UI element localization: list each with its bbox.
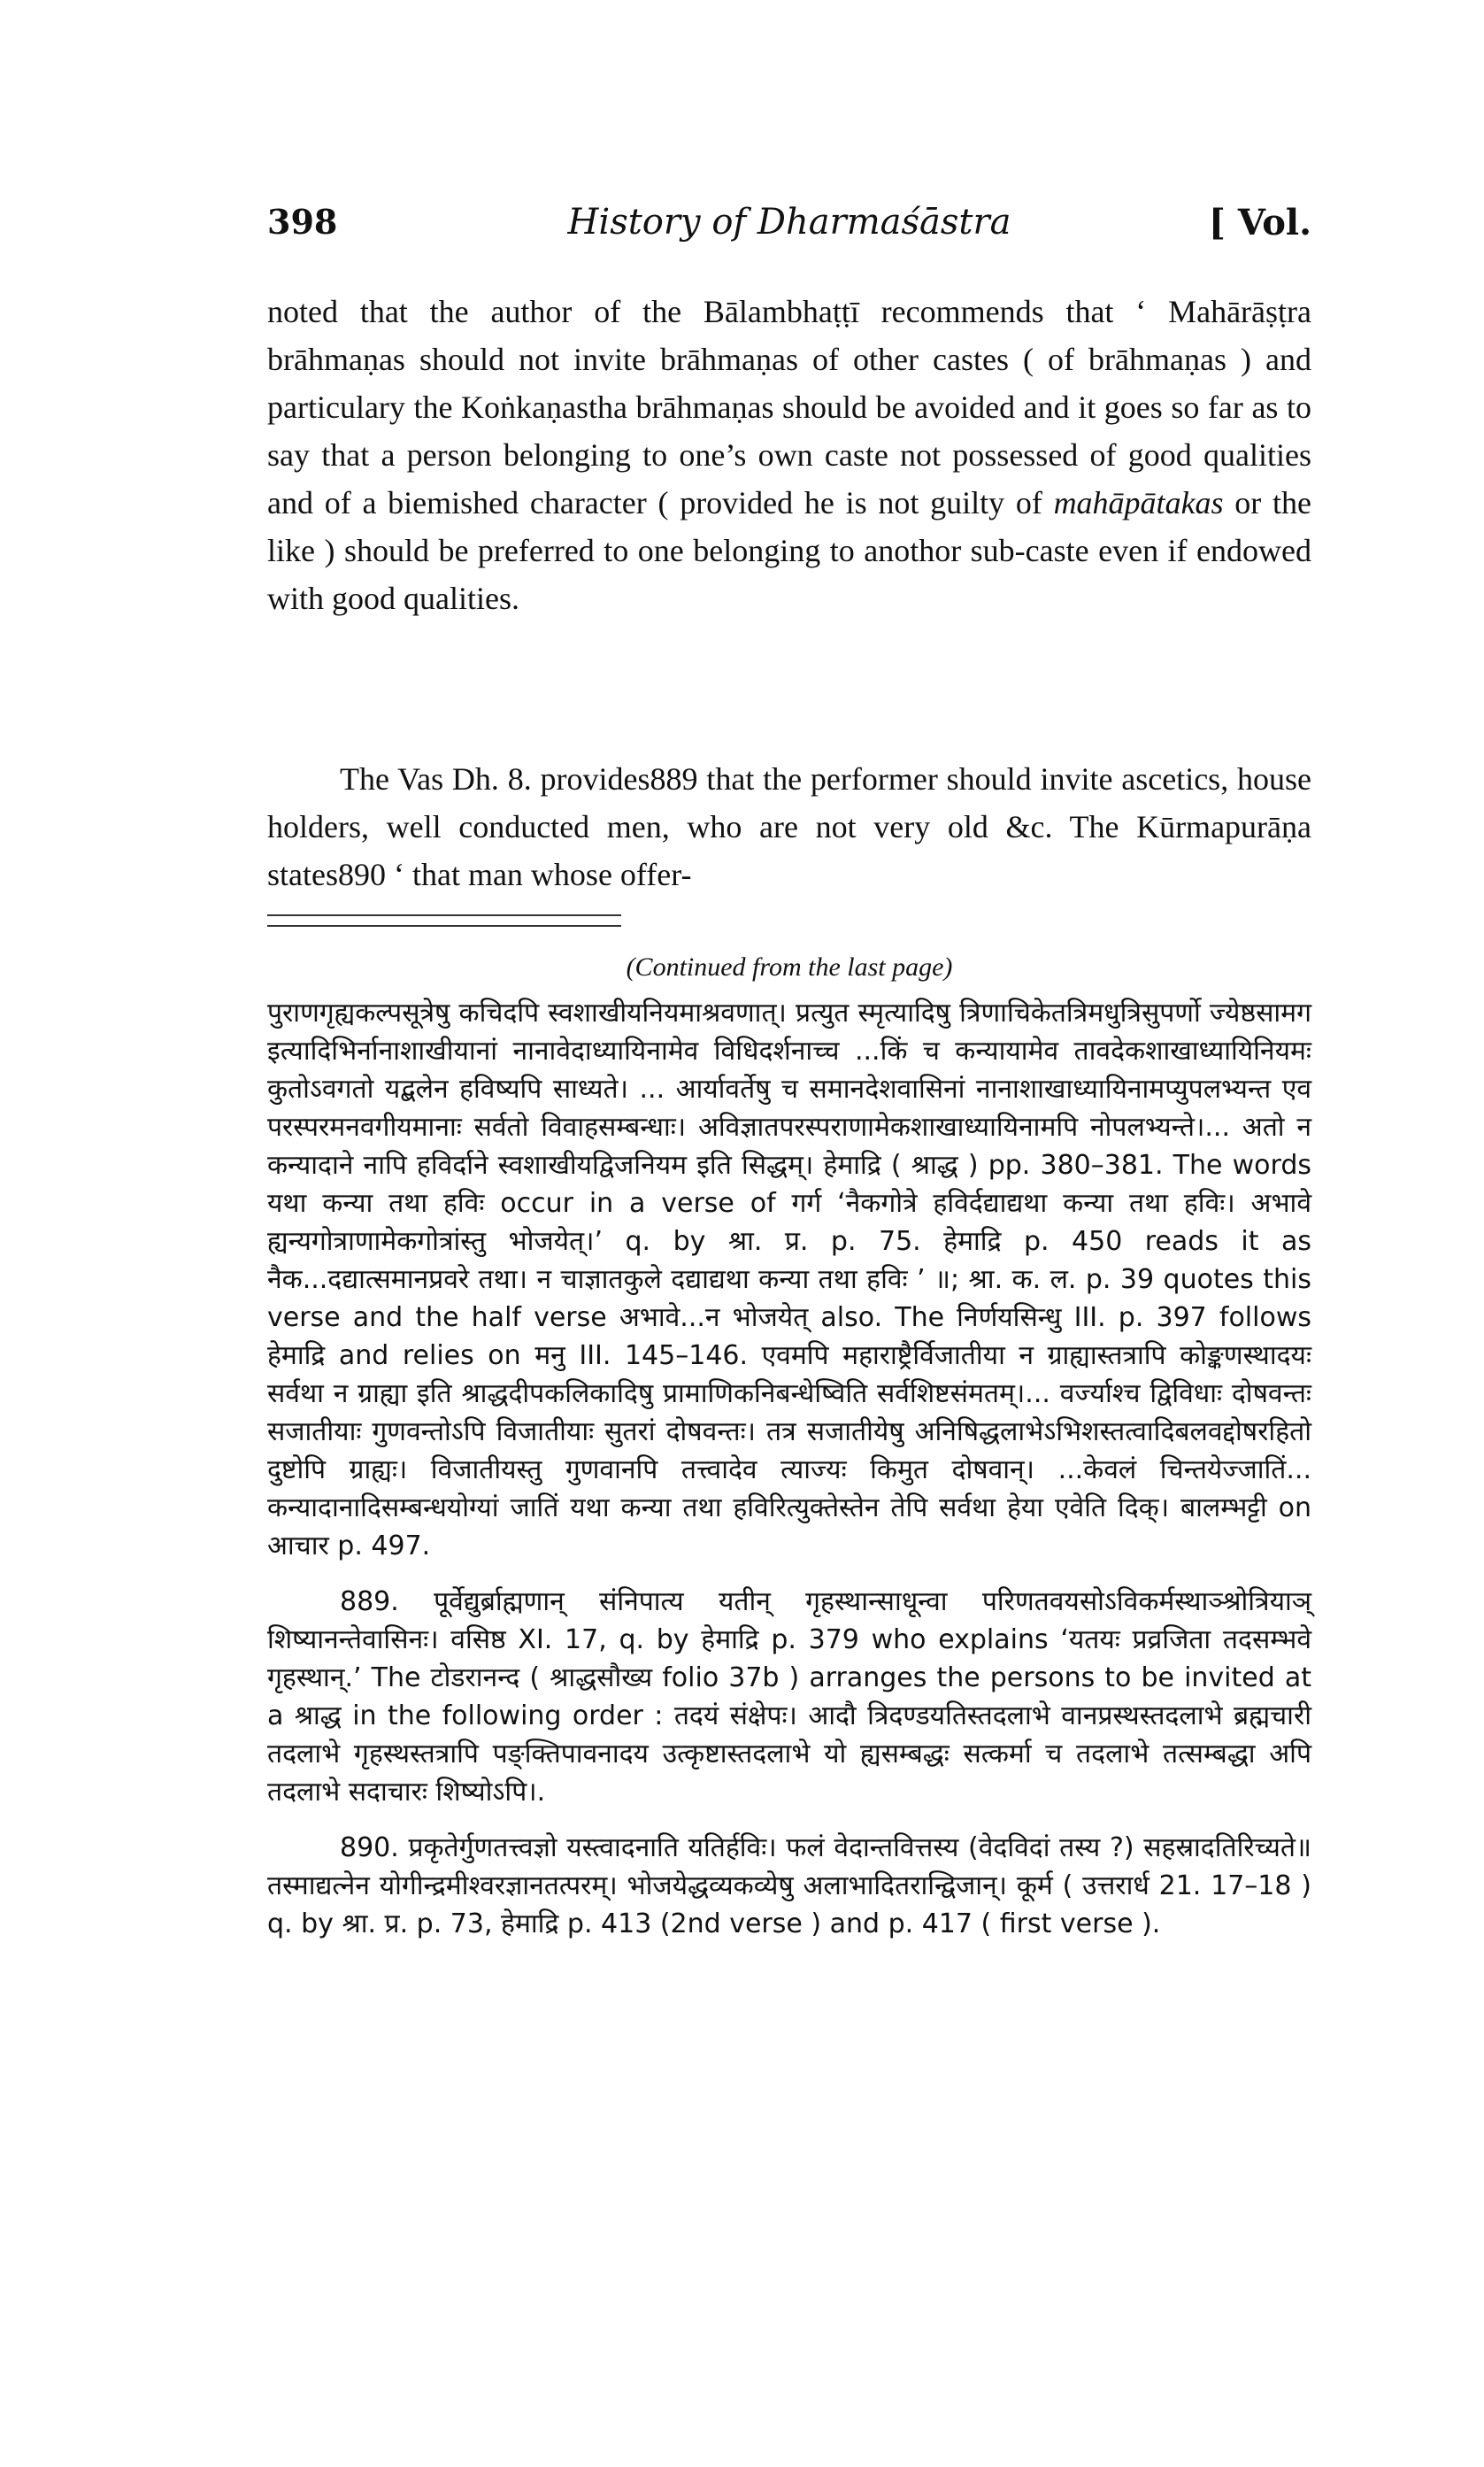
running-header [267,202,1311,255]
body-paragraph-1 [267,288,1311,622]
page-number: 398 [267,202,338,242]
p1-italic-term: mahāpātakas [1053,485,1224,520]
body-paragraph-2: The Vas Dh. 8. provides889 that the performer should invite ascetics, house holders, well conducted men, who are not very old &c. The Kūrmapurāṇa states890 ‘ that man whose offer- [267,761,1311,892]
footnote-separator [267,914,621,927]
running-title: History of Dharmaśāstra [567,202,1011,243]
footnote-889: 889. पूर्वेद्युर्ब्राह्मणान् संनिपात्य यतीन् गृहस्थान्साधून्वा परिणतवयसोऽविकर्मस्थाञ्श्रोत्रियाञ् शिष्यानन्तेवासिनः। वसिष्ठ XI. 17, q. by हेमाद्रि p. 379 who explains ‘यतयः प्रव्रजिता तदसम्भवे गृहस्थान्.’ The टोडरानन्द ( श्राद्धसौख्य folio 37b ) arranges the persons to be invited at a श्राद्ध in the following order : तदयं संक्षेपः। आदौ त्रिदण्डयतिस्तदलाभे वानप्रस्थस्तदलाभे ब्रह्मचारी तदलाभे गृहस्थस्तत्रापि पङ्क्तिपावनादय उत्कृष्टास्तदलाभे यो ह्यसम्बद्धः सत्कर्मा च तदलाभे तत्सम्बद्धा अपि तदलाभे सदाचारः शिष्योऽपि।. [267,1586,1311,1808]
p1-text-a: noted that the author of the Bālambhaṭṭī recommends that ‘ Mahārāṣṭra brāhmaṇas should not invite brāhmaṇas of other castes ( of brāhmaṇas ) and particulary the Koṅkaṇastha brāhmaṇas should be avoided and it goes so far as to say that a person belonging to one’s own caste not possessed of good qualities and of a biemished character ( provided he is not guilty of [267,294,1311,520]
footnotes [267,994,1311,1943]
footnote-continued-text: पुराणगृह्यकल्पसूत्रेषु कचिदपि स्वशाखीयनियमाश्रवणात्। प्रत्युत स्मृत्यादिषु त्रिणाचिकेतत्रिमधुत्रिसुपर्णो ज्येष्ठसामग इत्यादिभिर्नानाशाखीयानां नानावेदाध्यायिनामेव विधिदर्शनाच्च ...किं च कन्यायामेव तावदेकशाखाध्यायिनियमः कुतोऽवगतो यद्बलेन हविष्यपि साध्यते। ... आर्यावर्तेषु च समानदेशवासिनां नानाशाखाध्यायिनामप्युपलभ्यन्त एव परस्परमनवगीयमानाः सर्वतो विवाहसम्बन्धाः। अविज्ञातपरस्पराणामेकशाखाध्यायिनामपि नोपलभ्यन्ते।... अतो न कन्यादाने नापि हविर्दाने स्वशाखीयद्विजनियम इति सिद्धम्। हेमाद्रि ( श्राद्ध ) pp. 380–381. The words यथा कन्या तथा हविः occur in a verse of गर्ग ‘नैकगोत्रे हविर्दद्याद्यथा कन्या तथा हविः। अभावे ह्यन्यगोत्राणामेकगोत्रांस्तु भोजयेत्।’ q. by श्रा. प्र. p. 75. हेमाद्रि p. 450 reads it as नैक...दद्यात्समानप्रवरे तथा। न चाज्ञातकुले दद्याद्यथा कन्या तथा हविः ’ ॥; श्रा. क. ल. p. 39 quotes this verse and the half verse अभावे...न भोजयेत् also. The निर्णयसिन्धु III. p. 397 follows हेमाद्रि and relies on मनु III. 145–146. एवमपि महाराष्ट्रैर्विजातीया न ग्राह्यास्तत्रापि कोङ्कणस्थादयः सर्वथा न ग्राह्या इति श्राद्धदीपकलिकादिषु प्रामाणिकनिबन्धेष्विति सर्वशिष्टसंमतम्।... वर्ज्याश्च द्विविधाः दोषवन्तः सजातीयाः गुणवन्तोऽपि विजातीयाः सुतरां दोषवन्तः। तत्र सजातीयेषु अनिषिद्धलाभेऽभिशस्तत्वादिबलवद्दोषरहितो दुष्टोपि ग्राह्यः। विजातीयस्तु गुणवानपि तत्त्वादेव त्याज्यः किमुत दोषवान्। ...केवलं चिन्तयेज्जातिं... कन्यादानादिसम्बन्धयोग्यां जातिं यथा कन्या तथा हविरित्युक्तेस्तेन तेपि सर्वथा हेया एवेति दिक्। बालम्भट्टी on आचार p. 497. [267,998,1311,1561]
volume-label: [ Vol. [1208,202,1311,243]
p1-text-b: or the like ) should be preferred to one belonging to anothor sub-caste even if endowed with good qualities. [267,485,1312,616]
continued-label: (Continued from the last page) [626,952,953,982]
footnote-890: 890. प्रकृतेर्गुणतत्त्वज्ञो यस्त्वादनाति यतिर्हविः। फलं वेदान्तवित्तस्य (वेदविदां तस्य ?) सहस्रादतिरिच्यते॥ तस्माद्यत्नेन योगीन्द्रमीश्वरज्ञानतत्परम्। भोजयेद्धव्यकव्येषु अलाभादितरान्द्विजान्। कूर्म ( उत्तरार्ध 21. 17–18 ) q. by श्रा. प्र. p. 73, हेमाद्रि p. 413 (2nd verse ) and p. 417 ( first verse ). [267,1832,1311,1939]
